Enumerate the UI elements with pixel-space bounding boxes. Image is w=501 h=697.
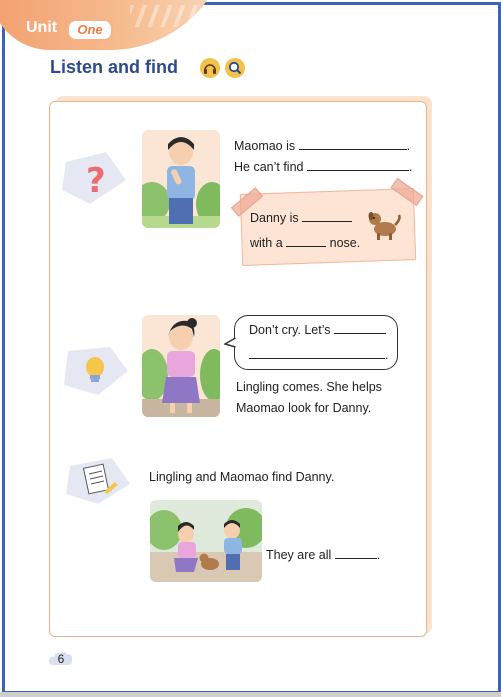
danny-is-line: Danny is	[250, 210, 352, 225]
unit-name-badge: One	[67, 19, 113, 41]
lingling-picture	[142, 315, 220, 417]
find-danny-line: Lingling and Maomao find Danny.	[149, 470, 335, 484]
lightbulb-icon	[60, 345, 130, 397]
danny-nose-line: with a nose.	[250, 236, 361, 250]
lingling-caption-line-2: Maomao look for Danny.	[236, 401, 372, 415]
they-are-all-line: They are all .	[266, 548, 381, 562]
cant-find-line: He can’t find .	[234, 160, 413, 174]
unit-label: Unit	[26, 19, 58, 36]
note-icon	[64, 456, 132, 506]
bubble-line-2: .	[249, 347, 388, 362]
unit-banner-stripes	[130, 5, 210, 27]
headphones-icon	[200, 58, 220, 78]
bottom-strip	[0, 692, 501, 697]
maomao-line: Maomao is .	[234, 139, 411, 153]
magnifier-icon	[225, 58, 245, 78]
page-number: 6	[48, 650, 74, 668]
speech-bubble-tail	[224, 336, 238, 350]
bubble-line-1: Don’t cry. Let’s	[249, 322, 386, 337]
children-find-dog-picture	[150, 500, 262, 582]
maomao-sad-picture	[142, 130, 220, 228]
question-mark-icon	[60, 150, 130, 206]
svg-text:?: ?	[86, 161, 106, 201]
page-title: Listen and find	[50, 57, 178, 77]
dog-danny-picture	[365, 207, 403, 241]
lingling-caption-line-1: Lingling comes. She helps	[236, 380, 382, 394]
